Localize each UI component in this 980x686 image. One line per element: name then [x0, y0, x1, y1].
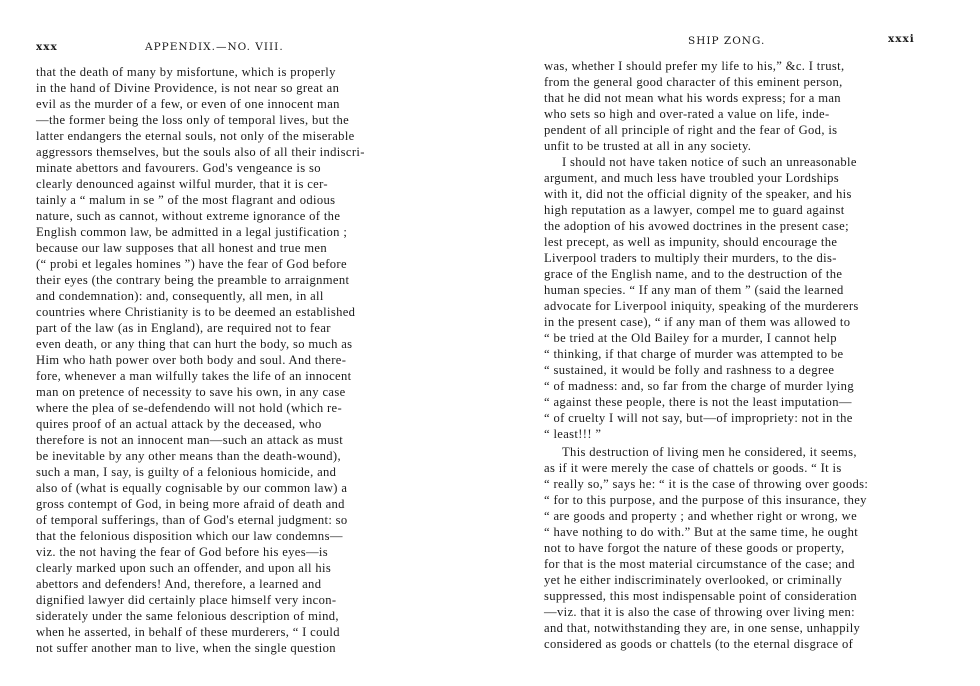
text-line: with it, did not the official dignity of the speaker, and his [544, 187, 852, 201]
text-line: “ for to this purpose, and the purpose of this insurance, they [544, 493, 867, 507]
text-line: “ least!!! ” [544, 427, 602, 441]
text-line: grace of the English name, and to the destruction of the [544, 267, 843, 281]
running-head: SHIP ZONG. [688, 35, 766, 47]
text-line: dignified lawyer did certainly place himself very incon- [36, 593, 337, 607]
page-number: xxxi [888, 33, 915, 45]
text-line: evil as the murder of a few, or even of one innocent man [36, 97, 340, 111]
text-line: Him who hath power over both body and soul. And there- [36, 353, 347, 367]
text-line: “ of madness: and, so far from the charge of murder lying [544, 379, 854, 393]
text-line: that the death of many by misfortune, which is properly [36, 65, 336, 79]
text-line: unfit to be trusted at all in any society. [544, 139, 752, 153]
text-line: “ thinking, if that charge of murder was attempted to be [544, 347, 844, 361]
left-page [0, 0, 470, 686]
text-line: I should not have taken notice of such an unreasonable [562, 155, 857, 169]
text-line: “ sustained, it would be folly and rashness to a degree [544, 363, 835, 377]
text-line: even death, or any thing that can hurt the body, so much as [36, 337, 353, 351]
text-line: human species. “ If any man of them ” (said the learned [544, 283, 844, 297]
text-line: minate abettors and favourers. God's vengeance is so [36, 161, 321, 175]
text-line: viz. the not having the fear of God before his eyes—is [36, 545, 329, 559]
text-line: of temporal sufferings, than of God's eternal judgment: so [36, 513, 348, 527]
text-line: such a man, I say, is guilty of a felonious homicide, and [36, 465, 337, 479]
text-line: —the former being the loss only of temporal lives, but the [36, 113, 350, 127]
text-line: where the plea of se-defendendo will not hold (which re- [36, 401, 343, 415]
page-number: xxx [36, 41, 58, 53]
text-line: and that, notwithstanding they are, in one sense, unhappily [544, 621, 861, 635]
text-line: who sets so high and over-rated a value on life, inde- [544, 107, 830, 121]
text-line: “ have nothing to do with.” But at the same time, he ought [544, 525, 859, 539]
text-line: that he did not mean what his words express; for a man [544, 91, 841, 105]
text-line: —viz. that it is also the case of throwing over living men: [544, 605, 855, 619]
text-line: siderately under the same felonious description of mind, [36, 609, 339, 623]
text-line: advocate for Liverpool iniquity, speaking of the murderers [544, 299, 859, 313]
text-line: latter endangers the eternal souls, not only of the miserable [36, 129, 355, 143]
text-line: the adoption of his avowed doctrines in the present case; [544, 219, 849, 233]
text-line: for that is the most material circumstance of the case; and [544, 557, 855, 571]
text-line: abettors and defenders! And, therefore, a learned and [36, 577, 322, 591]
text-line: pendent of all principle of right and the fear of God, is [544, 123, 838, 137]
text-line: be inevitable by any other means than the death-wound), [36, 449, 341, 463]
text-line: when he asserted, in behalf of these murderers, “ I could [36, 625, 340, 639]
text-line: aggressors themselves, but the souls also of all their indiscri- [36, 145, 365, 159]
text-line: “ against these people, there is not the least imputation— [544, 395, 852, 409]
text-line: yet he either indiscriminately overlooked, or criminally [544, 573, 843, 587]
text-line: man on pretence of necessity to save his own, in any case [36, 385, 346, 399]
text-line: tainly a “ malum in se ” of the most flagrant and odious [36, 193, 336, 207]
right-page [500, 0, 980, 686]
text-line: not suffer another man to live, when the single question [36, 641, 336, 655]
text-line: from the general good character of this eminent person, [544, 75, 843, 89]
text-line: as if it were merely the case of chattels or goods. “ It is [544, 461, 842, 475]
text-line: that the felonious disposition which our law condemns— [36, 529, 343, 543]
text-line: also of (what is equally cognisable by our common law) a [36, 481, 348, 495]
text-line: not to have forgot the nature of these goods or property, [544, 541, 845, 555]
text-line: “ be tried at the Old Bailey for a murder, I cannot help [544, 331, 837, 345]
text-line: countries where Christianity is to be deemed an established [36, 305, 356, 319]
text-line: therefore is not an innocent man—such an attack as must [36, 433, 344, 447]
text-line: gross contempt of God, in being more afraid of death and [36, 497, 345, 511]
text-line: (“ probi et legales homines ”) have the fear of God before [36, 257, 347, 271]
text-line: in the present case), “ if any man of them was allowed to [544, 315, 851, 329]
text-line: was, whether I should prefer my life to his,” &c. I trust, [544, 59, 845, 73]
text-line: argument, and much less have troubled your Lordships [544, 171, 839, 185]
text-line: “ of cruelty I will not say, but—of impropriety: not in the [544, 411, 853, 425]
text-line: part of the law (as in England), are required not to fear [36, 321, 331, 335]
text-line: in the hand of Divine Providence, is not near so great an [36, 81, 340, 95]
text-line: lest precept, as well as impunity, should encourage the [544, 235, 838, 249]
text-line: This destruction of living men he considered, it seems, [562, 445, 857, 459]
text-line: “ really so,” says he: “ it is the case of throwing over goods: [544, 477, 869, 491]
text-line: because our law supposes that all honest and true men [36, 241, 327, 255]
text-line: clearly denounced against wilful murder, that it is cer- [36, 177, 328, 191]
text-line: English common law, be admitted in a legal justification ; [36, 225, 348, 239]
text-line: their eyes (the contrary being the preamble to arraignment [36, 273, 350, 287]
text-line: nature, such as cannot, without extreme ignorance of the [36, 209, 341, 223]
text-line: high reputation as a lawyer, compel me to guard against [544, 203, 845, 217]
text-line: Liverpool traders to multiply their murders, to the dis- [544, 251, 837, 265]
text-line: “ are goods and property ; and whether right or wrong, we [544, 509, 858, 523]
text-line: fore, whenever a man wilfully takes the life of an innocent [36, 369, 352, 383]
text-line: quires proof of an actual attack by the deceased, who [36, 417, 322, 431]
text-line: clearly marked upon such an offender, and upon all his [36, 561, 332, 575]
running-head: APPENDIX.—NO. VIII. [145, 41, 284, 53]
text-line: suppressed, this most indispensable point of consideration [544, 589, 858, 603]
text-line: and condemnation): and, consequently, all men, in all [36, 289, 324, 303]
text-line: considered as goods or chattels (to the eternal disgrace of [544, 637, 854, 651]
